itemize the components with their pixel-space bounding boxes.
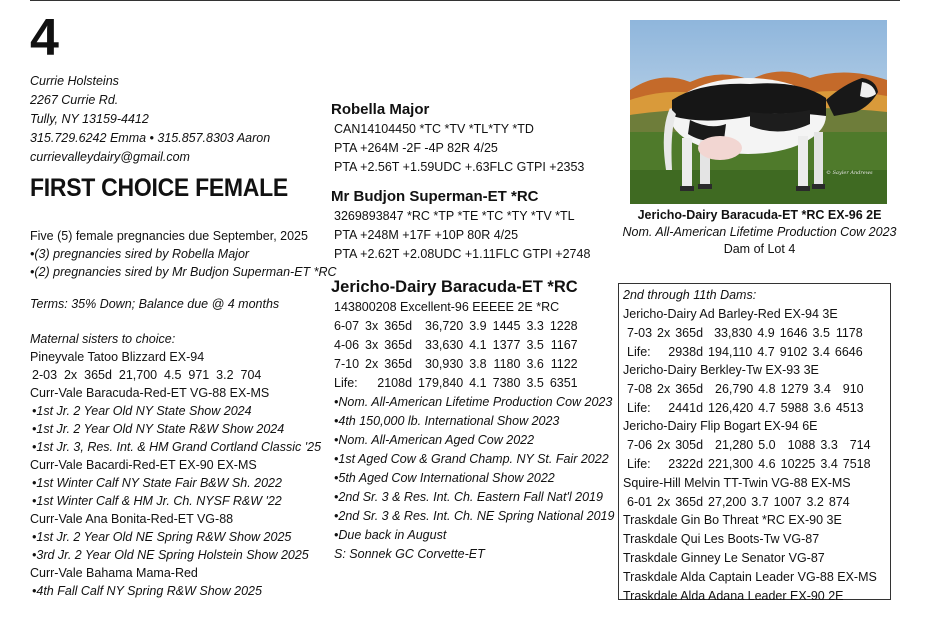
dam-award: •Nom. All-American Lifetime Production Cow 2023 (334, 395, 613, 409)
record-cell: 2x (365, 357, 379, 371)
dam-entry-name: Jericho-Dairy Flip Bogart EX-94 6E (623, 419, 818, 434)
ancestor-dams-box (618, 283, 891, 604)
caption-nomination: Nom. All-American Lifetime Production Cow 2023 (622, 225, 897, 239)
record-cell: 1178 (835, 326, 863, 340)
record-cell: 3.5 (526, 338, 544, 352)
record-cell: 2938d (668, 344, 704, 359)
sister-record: 2-03 2x 365d 21,700 4.5 971 3.2 704 (32, 368, 262, 382)
dam-award: •4th 150,000 lb. International Show 2023 (334, 414, 560, 428)
sister-award: •1st Winter Calf & HM Jr. Ch. NYSF R&W '22 (32, 494, 282, 508)
record-cell: 5988 (780, 400, 809, 415)
pregnancy-info (30, 227, 337, 281)
dam-note: •Due back in August (334, 528, 447, 542)
table-row (627, 493, 855, 512)
record-cell: 1445 (492, 319, 521, 333)
sire-line: PTA +2.56T +1.59UDC +.63FLC GTPI +2353 (334, 160, 585, 174)
consignor-phones: 315.729.6242 Emma • 315.857.8303 Aaron (30, 131, 271, 145)
sale-terms: Terms: 35% Down; Balance due @ 4 months (30, 297, 280, 311)
record-cell: 3.8 (469, 357, 487, 371)
record-cell: 7518 (842, 456, 871, 471)
record-cell: 365d (384, 319, 413, 333)
table-row (627, 343, 868, 362)
sire-name: Robella Major (331, 101, 430, 118)
caption-dam-of: Dam of Lot 4 (723, 242, 796, 256)
table-row (627, 436, 876, 455)
record-cell: 3.5 (812, 326, 830, 340)
table-row (627, 399, 869, 418)
record-cell: 1228 (549, 319, 578, 333)
pedigree-column (331, 100, 621, 564)
maternal-sisters (30, 330, 330, 600)
record-cell: 1088 (787, 438, 816, 453)
record-cell: 3.3 (526, 319, 544, 333)
record-cell: 2322d (668, 456, 704, 471)
dam-entry-name: Traskdale Gin Bo Threat *RC EX-90 3E (623, 513, 842, 528)
dam-id-line: 143800208 Excellent-96 EEEEE 2E *RC (334, 300, 560, 314)
dam-award: •Nom. All-American Aged Cow 2022 (334, 433, 535, 447)
record-cell: 6-01 (627, 494, 653, 509)
record-cell: 4.9 (757, 326, 775, 340)
record-cell: 3.6 (526, 357, 544, 371)
dam-award: •1st Aged Cow & Grand Champ. NY St. Fair 2022 (334, 452, 609, 466)
record-cell: 27,200 (708, 494, 747, 509)
record-cell: 3.6 (813, 400, 831, 415)
sire-line: 3269893847 *RC *TP *TE *TC *TY *TV *TL (334, 209, 575, 223)
record-cell: 874 (828, 494, 850, 509)
record-cell: 10225 (780, 456, 816, 471)
record-cell: 194,110 (708, 344, 753, 359)
dam-entry-records (627, 380, 869, 417)
cow-photo-image (630, 20, 887, 204)
dam-entry-name: Jericho-Dairy Ad Barley-Red EX-94 3E (623, 307, 838, 321)
record-cell: 33,630 (425, 338, 464, 352)
record-cell: 7-06 (627, 438, 653, 453)
table-row (334, 374, 584, 393)
record-cell: 4513 (835, 400, 864, 415)
dam-entry-records (627, 493, 855, 512)
record-cell: 365d (675, 326, 704, 340)
sister-name: Curr-Vale Bacardi-Red-ET EX-90 EX-MS (30, 458, 257, 472)
record-cell: 4-06 (334, 338, 360, 352)
sire-line: PTA +2.62T +2.08UDC +1.11FLC GTPI +2748 (334, 247, 591, 261)
sister-award: •1st Jr. 2 Year Old NY State Show 2024 (32, 404, 252, 418)
record-cell: 4.7 (758, 400, 776, 415)
sire-name: Mr Budjon Superman-ET *RC (331, 188, 539, 205)
photo-watermark: © Sayler Andrews (826, 170, 873, 176)
record-cell: 36,720 (425, 319, 464, 333)
consignor-name: Currie Holsteins (30, 74, 119, 88)
dams-header: 2nd through 11th Dams: (623, 288, 757, 302)
sire-line: PTA +264M -2F -4P 82R 4/25 (334, 141, 498, 155)
sister-award: •4th Fall Calf NY Spring R&W Show 2025 (32, 584, 262, 598)
record-cell: 365d (384, 357, 413, 371)
record-cell: 3.3 (820, 438, 838, 453)
consignor-contact (30, 72, 270, 167)
record-cell: 4.8 (758, 382, 776, 397)
record-cell: 3x (365, 338, 379, 352)
record-cell: 21,280 (715, 438, 754, 453)
dam-name: Jericho-Dairy Baracuda-ET *RC (331, 278, 578, 296)
sister-award: •1st Jr. 2 Year Old NE Spring R&W Show 2025 (32, 530, 292, 544)
record-cell: 1167 (550, 338, 578, 352)
record-cell: 6351 (549, 376, 578, 390)
record-cell: Life: (627, 400, 651, 415)
dam-entry-records (627, 436, 876, 473)
table-row (334, 336, 584, 355)
record-cell: 365d (384, 338, 413, 352)
record-cell: 3x (365, 319, 379, 333)
pregnancy-line: •(3) pregnancies sired by Robella Major (30, 247, 250, 261)
record-cell: 2x (657, 382, 671, 397)
record-cell: 3.4 (813, 382, 831, 397)
dam-sire: S: Sonnek GC Corvette-ET (334, 547, 485, 561)
record-cell: 2x (657, 326, 671, 340)
table-row (627, 380, 869, 399)
sister-award: •3rd Jr. 2 Year Old NE Spring Holstein Show 2025 (32, 548, 309, 562)
record-cell: 6646 (834, 344, 863, 359)
record-cell: 365d (675, 382, 704, 397)
record-cell: 7380 (492, 376, 521, 390)
table-row (334, 355, 584, 374)
sire-line: CAN14104450 *TC *TV *TL*TY *TD (334, 122, 534, 136)
record-cell: 365d (675, 494, 704, 509)
record-cell: 179,840 (418, 376, 464, 390)
record-cell: 714 (849, 438, 871, 453)
record-cell: 5.0 (758, 438, 776, 453)
sister-name: Pineyvale Tatoo Blizzard EX-94 (30, 350, 205, 364)
record-cell: Life: (334, 376, 358, 390)
record-cell: 305d (675, 438, 704, 453)
record-cell: 4.1 (469, 338, 487, 352)
consignor-city: Tully, NY 13159-4412 (30, 112, 149, 126)
table-row (627, 324, 868, 343)
lot-headline: FIRST CHOICE FEMALE (30, 174, 288, 202)
dam-entry-records (627, 324, 868, 361)
record-cell: 7-10 (334, 357, 360, 371)
sire-line: PTA +248M +17F +10P 80R 4/25 (334, 228, 519, 242)
record-cell: 3.4 (812, 344, 830, 359)
dam-award: •2nd Sr. 3 & Res. Int. Ch. Eastern Fall Nat'l 2019 (334, 490, 603, 504)
record-cell: 3.9 (469, 319, 487, 333)
record-cell: 4.1 (469, 376, 487, 390)
consignor-email: currievalleydairy@gmail.com (30, 150, 190, 164)
dam-entry-name: Traskdale Ginney Le Senator VG-87 (623, 551, 825, 566)
top-rule (30, 0, 900, 1)
caption-name: Jericho-Dairy Baracuda-ET *RC EX-96 2E (637, 208, 882, 222)
record-cell: 9102 (779, 344, 808, 359)
record-cell: 221,300 (708, 456, 754, 471)
cow-photo (630, 20, 887, 204)
sister-award: •1st Winter Calf NY State Fair B&W Sh. 2022 (32, 476, 282, 490)
dam-entry-name: Squire-Hill Melvin TT-Twin VG-88 EX-MS (623, 475, 851, 490)
record-cell: 1122 (550, 357, 578, 371)
record-cell: 3.4 (820, 456, 838, 471)
record-cell: Life: (627, 456, 651, 471)
sister-name: Curr-Vale Ana Bonita-Red-ET VG-88 (30, 512, 234, 526)
record-cell: 1279 (780, 382, 809, 397)
pregnancy-line: •(2) pregnancies sired by Mr Budjon Superman-ET *RC (30, 265, 337, 279)
dam-award: •2nd Sr. 3 & Res. Int. Ch. NE Spring National 2019 (334, 509, 615, 523)
record-cell: 3.5 (526, 376, 544, 390)
record-cell: 26,790 (715, 382, 754, 397)
record-cell: 4.6 (758, 456, 776, 471)
record-cell: 33,830 (714, 326, 753, 340)
dam-entry-name: Jericho-Dairy Berkley-Tw EX-93 3E (623, 363, 819, 378)
record-cell: 1377 (492, 338, 521, 352)
record-cell: 126,420 (708, 400, 754, 415)
dam-entry-name: Traskdale Qui Les Boots-Tw VG-87 (623, 532, 820, 547)
record-cell: Life: (627, 344, 651, 359)
dam-entry-name: Traskdale Alda Adana Leader EX-90 2E (623, 589, 844, 604)
sister-name: Curr-Vale Bahama Mama-Red (30, 566, 198, 580)
record-cell: 2x (657, 494, 671, 509)
sister-award: •1st Jr. 2 Year Old NY State R&W Show 2024 (32, 422, 285, 436)
record-cell: 3.7 (751, 494, 769, 509)
record-cell: 4.7 (757, 344, 775, 359)
record-cell: 30,930 (425, 357, 464, 371)
sister-name: Curr-Vale Baracuda-Red-ET VG-88 EX-MS (30, 386, 270, 400)
record-cell: 2108d (377, 376, 413, 390)
table-row (627, 455, 876, 474)
sisters-header: Maternal sisters to choice: (30, 332, 176, 346)
record-cell: 2441d (668, 400, 704, 415)
pregnancy-main: Five (5) female pregnancies due September, 2025 (30, 229, 308, 243)
record-cell: 910 (842, 382, 864, 397)
lot-number: 4 (30, 9, 59, 67)
dam-records-table (334, 317, 584, 393)
record-cell: 1646 (779, 326, 808, 340)
record-cell: 7-03 (627, 326, 653, 340)
sister-award: •1st Jr. 3, Res. Int. & HM Grand Cortland Classic '25 (32, 440, 322, 454)
consignor-address: 2267 Currie Rd. (30, 93, 119, 107)
table-row (334, 317, 584, 336)
record-cell: 7-08 (627, 382, 653, 397)
photo-caption (612, 207, 907, 258)
record-cell: 3.2 (806, 494, 824, 509)
dam-entry-name: Traskdale Alda Captain Leader VG-88 EX-MS (623, 570, 877, 585)
record-cell: 1180 (493, 357, 521, 371)
record-cell: 6-07 (334, 319, 360, 333)
dam-award: •5th Aged Cow International Show 2022 (334, 471, 555, 485)
record-cell: 1007 (773, 494, 802, 509)
record-cell: 2x (657, 438, 671, 453)
